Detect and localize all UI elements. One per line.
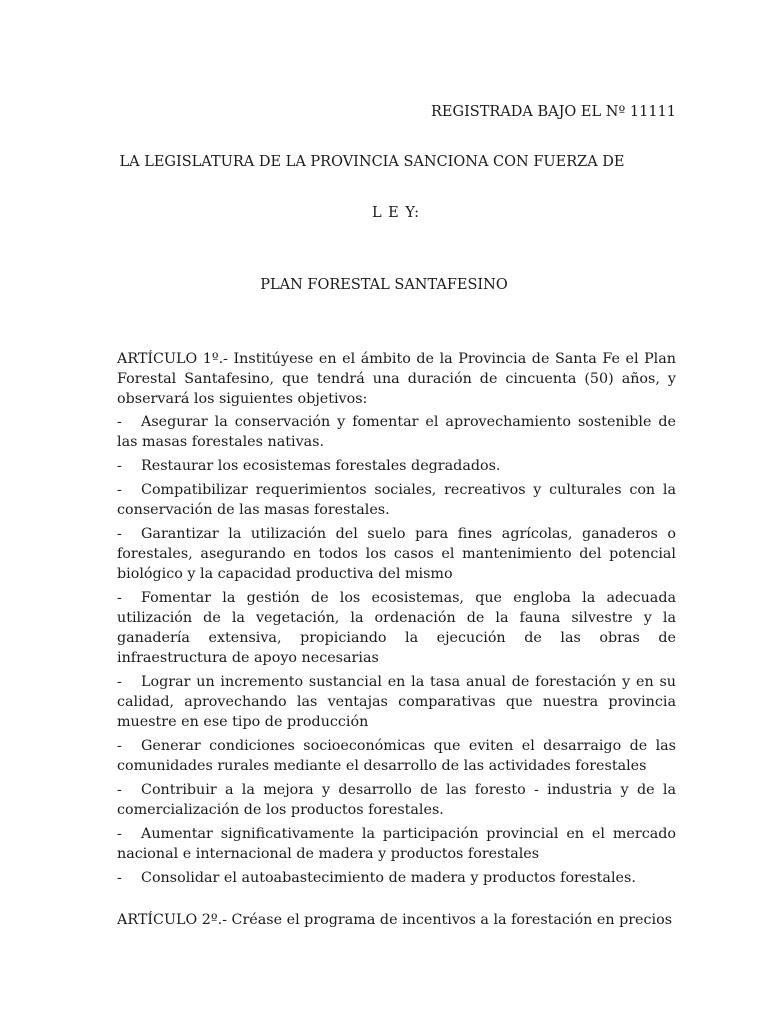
registration-number: REGISTRADA BAJO EL Nº 11111 [430,104,676,120]
list-dash: - [117,870,122,886]
list-dash: - [117,414,122,430]
objective-item [117,736,676,776]
ley-heading: L E Y: [371,205,421,221]
objective-text: Compatibilizar requerimientos sociales, recreativos y culturales con la conservación de las masas forestales. [117,482,676,518]
objective-item [117,588,676,668]
paragraph-spacer [117,892,676,910]
objective-text: Consolidar el autoabastecimiento de madera y productos forestales. [141,870,636,886]
objective-item [117,524,676,584]
objective-text: Contribuir a la mejora y desarrollo de las foresto - industria y de la comercialización de los productos forestales. [117,782,676,818]
objective-text: Restaurar los ecosistemas forestales degradados. [141,458,501,474]
list-dash: - [117,674,122,690]
objective-item [117,672,676,732]
objective-text: Lograr un incremento sustancial en la tasa anual de forestación y en su calidad, aprovechando las ventajas comparativas que nuestra provincia muestre en ese tipo de producción [117,674,676,730]
list-dash: - [117,826,122,842]
objective-item [117,868,676,888]
list-dash: - [117,738,122,754]
list-dash: - [117,590,122,606]
objective-item [117,780,676,820]
objective-text: Garantizar la utilización del suelo para fines agrícolas, ganaderos o forestales, asegurando en todos los casos el mantenimiento del potencial biológico y la capacidad productiva del mismo [117,526,676,582]
article-2: ARTÍCULO 2º.- Créase el programa de incentivos a la forestación en precios [117,912,673,928]
objective-text: Fomentar la gestión de los ecosistemas, que engloba la adecuada utilización de la vegetación, la ordenación de la fauna silvestre y la ganadería extensiva, propiciando la ejecución de las obras de infraestructura de apoyo necesarias [117,590,676,666]
list-dash: - [117,482,122,498]
article-1: ARTÍCULO 1º.- Institúyese en el ámbito de la Provincia de Santa Fe el Plan Forestal Santafesino, que tendrá una duración de cincuenta (50) años, y observará los siguientes objetivos: [117,351,676,407]
objective-item [117,456,676,476]
law-title: PLAN FORESTAL SANTAFESINO [260,277,508,293]
list-dash: - [117,782,122,798]
document-body [117,349,676,935]
objective-item [117,480,676,520]
objective-item [117,824,676,864]
objective-text: Generar condiciones socioeconómicas que eviten el desarraigo de las comunidades rurales mediante el desarrollo de las actividades forestales [117,738,676,774]
objective-text: Asegurar la conservación y fomentar el aprovechamiento sostenible de las masas forestales nativas. [117,414,676,450]
objective-item [117,412,676,452]
list-dash: - [117,458,122,474]
list-dash: - [117,526,122,542]
enacting-clause: LA LEGISLATURA DE LA PROVINCIA SANCIONA CON FUERZA DE [119,154,625,170]
objective-text: Aumentar significativamente la participación provincial en el mercado nacional e internacional de madera y productos forestales [117,826,676,862]
